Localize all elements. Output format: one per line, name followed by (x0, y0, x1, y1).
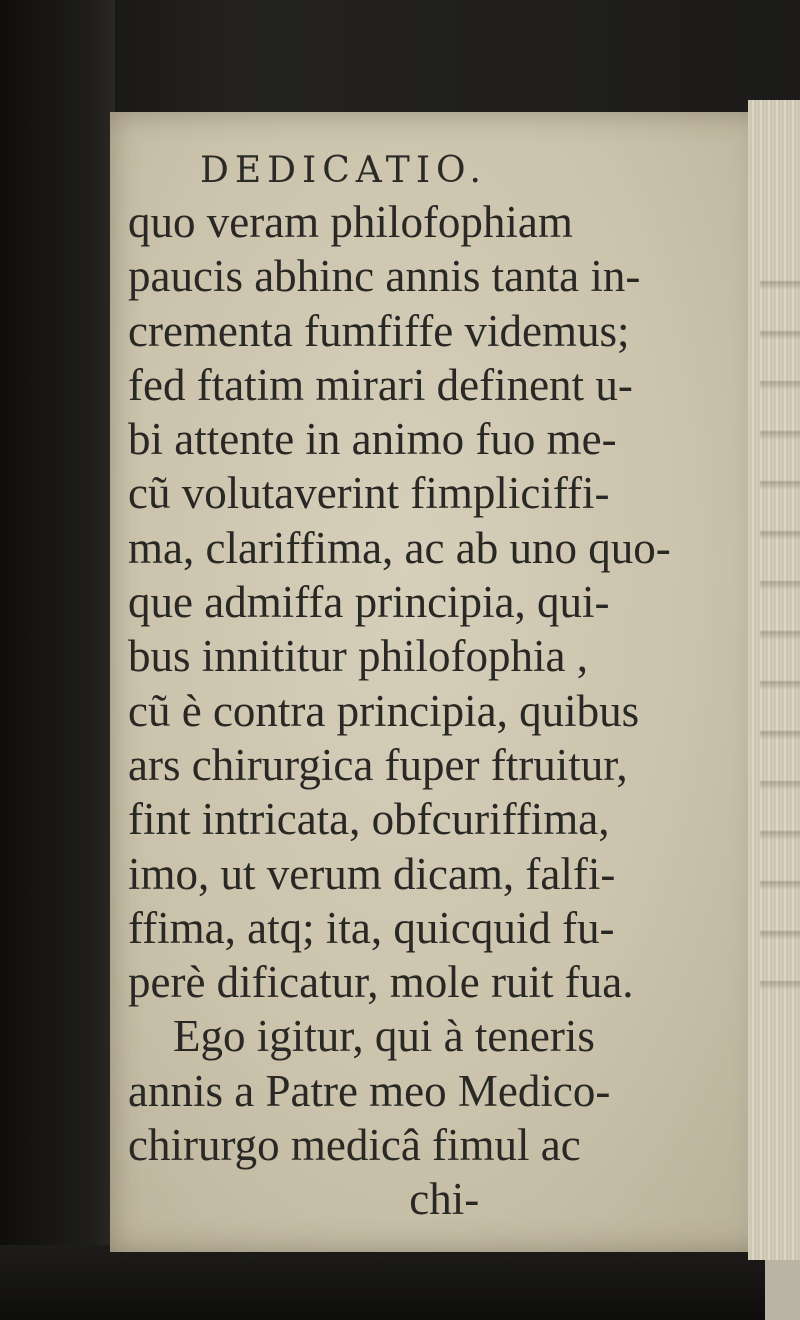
text-line: cũ è contra principia, quibus (128, 685, 640, 736)
text-line: Ego igitur, qui à teneris (128, 1011, 595, 1062)
running-header: DEDICATIO. (200, 150, 487, 191)
facing-page-bleed (760, 240, 800, 1000)
text-line: quo veram philofophiam (128, 197, 573, 247)
text-line: ars chirurgica fuper ftruitur, (128, 739, 628, 790)
text-line: imo, ut verum dicam, falfi- (128, 848, 616, 899)
text-line: ffima, atq; ita, quicquid fu- (128, 902, 615, 953)
text-line: que admiffa principia, qui- (128, 577, 610, 628)
text-line: perè dificatur, mole ruit fua. (128, 957, 634, 1008)
book-cover-left (0, 0, 115, 1320)
text-line: paucis abhinc annis tanta in- (128, 251, 641, 302)
catchword: chi- (128, 1174, 480, 1225)
text-line: chirurgo medicâ fimul ac (128, 1120, 581, 1171)
text-line: fed ftatim mirari definent u- (128, 359, 633, 410)
page-corner (765, 1260, 800, 1320)
book-cover-bottom (0, 1245, 800, 1320)
text-line: ma, clariffima, ac ab uno quo- (128, 522, 671, 573)
text-block (128, 195, 748, 1227)
text-line: bi attente in animo fuo me- (128, 414, 617, 465)
text-line: bus innititur philofophia , (128, 631, 588, 682)
text-line: annis a Patre meo Medico- (128, 1065, 611, 1116)
text-line: fint intricata, obfcuriffima, (128, 794, 610, 845)
text-line: cũ volutaverint fimpliciffi- (128, 468, 610, 519)
text-line: crementa fumfiffe videmus; (128, 305, 630, 356)
